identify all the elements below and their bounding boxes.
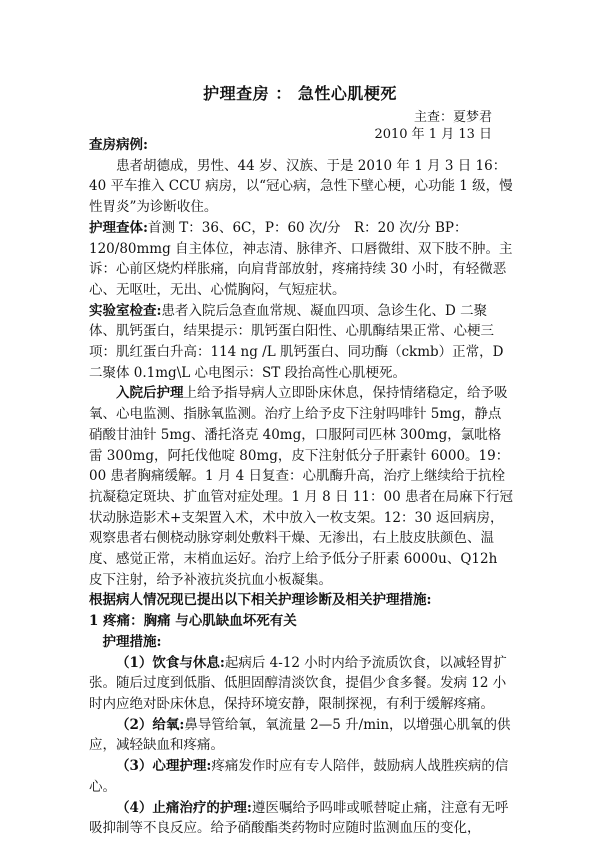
document-body (89, 135, 514, 839)
document-author: 主查：夏梦君 (413, 110, 492, 125)
measure-3-label: （3）心理护理: (116, 758, 212, 775)
measure-2-label: （2）给氧: (116, 716, 185, 733)
exam-text: 首测 T：36、6C，P：60 次/分 R：20 次/分 BP：120/80mmg 自主体位，神志清、脉律齐、口唇微绀、双下肢不肿。主诉：心前区烧灼样胀痛，向肩背部放射，疼痛持续 30 小时，有轻微恶心、无呕吐，无出、心慌胸闷，气短症状。 (89, 219, 513, 298)
lab-heading: 实验室检查: (89, 302, 162, 319)
measure-3-text: 疼痛发作时应有专人陪伴，鼓励病人战胜疾病的信心。 (89, 758, 509, 795)
measure-2 (89, 715, 514, 756)
lab-paragraph (89, 301, 514, 384)
care-paragraph (89, 383, 514, 590)
exam-heading: 护理查体: (89, 219, 148, 236)
case-text: 患者胡德成，男性、44 岁、汉族、于是 2010 年 1 月 3 日 16：40 平车推入 CCU 病房，以“冠心病，急性下壁心梗，心功能 1 级，慢性胃炎”为诊断收住。 (89, 157, 513, 216)
measure-1-text: 起病后 4-12 小时内给予流质饮食，以减轻胃扩张。随后过度到低脂、低胆固醇清淡饮食，提倡少食多餐。发病 12 小时内应绝对卧床休息，保持环境安静，限制探视，有利于缓解疼痛。 (89, 654, 507, 712)
lab-text: 患者入院后急查血常规、凝血四项、急诊生化、D 二聚体、肌钙蛋白，结果提示：肌钙蛋白阳性、心肌酶结果正常、心梗三项：肌红蛋白升高：114 ng /L 肌钙蛋白、同功酶（ckmb）正常，D 二聚体 0.1mg\L 心电图示：ST 段抬高性心肌梗死。 (89, 302, 504, 381)
diagnosis-intro: 根据病人情况现已提出以下相关护理诊断及相关护理措施: (89, 592, 432, 609)
measure-4-label: （4）止痛治疗的护理: (116, 799, 252, 816)
care-text: 上给予指导病人立即卧床休息，保持情绪稳定，给予吸氧、心电监测、指脉氧监测。治疗上给予皮下注射吗啡针 5mg，静点硝酸甘油针 5mg、潘托洛克 40mg，口服阿司匹林 300mg，氯吡格雷 300mg，阿托伐他啶 80mg，皮下注射低分子肝素针 6000。19：00 患者胸痛缓解。1 月 4 日复查：心肌酶升高，治疗上继续给于抗栓抗凝稳定斑块、扩血管对症处理。1 月 8 日 11：00 患者在局麻下行冠状动脉造影术+支架置入术，术中放入一枚支架。12：30 返回病房，观察患者右侧桡动脉穿刺处敷料干燥、无渗出，右上肢皮肤颜色、温度、感觉正常，末梢血运好。治疗上给予低分子肝素 6000u、Q12h 皮下注射，给予补液抗炎抗血小板凝集。 (89, 385, 513, 588)
exam-paragraph (89, 218, 514, 301)
measure-1-label: （1）饮食与休息: (116, 654, 225, 671)
diagnosis-item-1: 1 疼痛：胸痛 与心肌缺血坏死有关 (89, 613, 297, 630)
measure-4 (89, 798, 514, 839)
measures-heading: 护理措施: (102, 633, 162, 650)
document-date: 2010 年 1 月 13 日 (374, 127, 492, 142)
measure-4-text: 遵医嘱给予吗啡或哌替啶止痛，注意有无呼吸抑制等不良反应。给予硝酸酯类药物时应随时监测血压的变化， (89, 799, 509, 837)
measure-1 (89, 653, 514, 715)
measure-2-text: 鼻导管给氧，氧流量 2—5 升/min，以增强心肌氧的供应，减轻缺血和疼痛。 (89, 716, 511, 754)
case-heading: 查房病例: (89, 137, 148, 153)
care-heading: 入院后护理 (116, 385, 184, 402)
measure-3 (89, 756, 514, 797)
document-title: 护理查房 ： 急性心肌梗死 (203, 84, 397, 103)
